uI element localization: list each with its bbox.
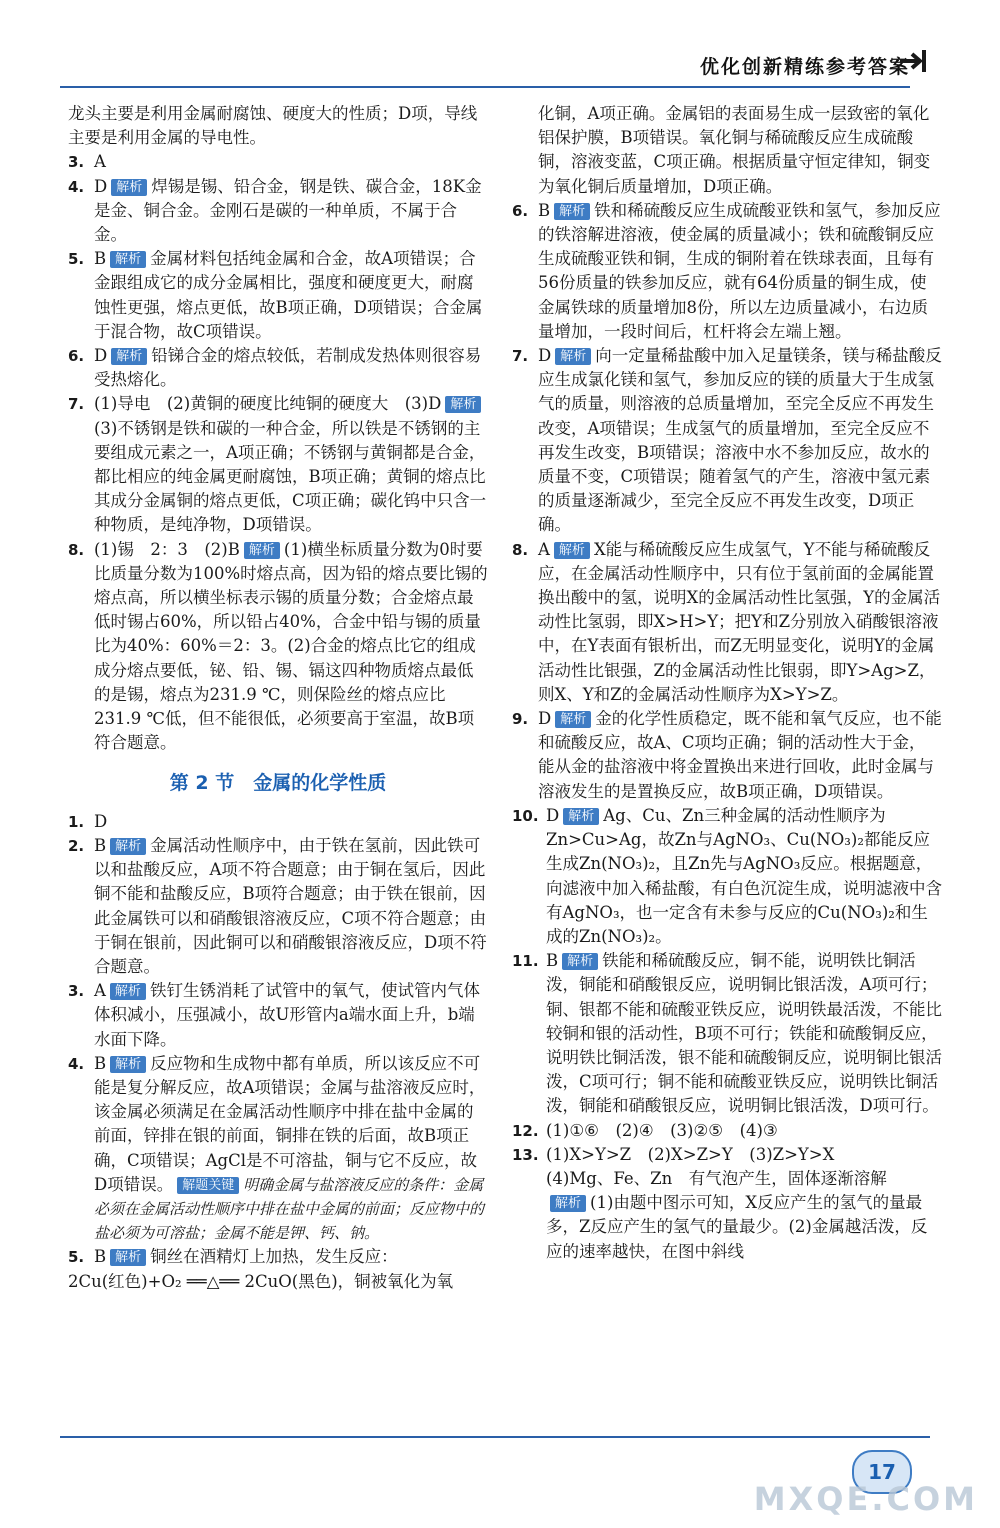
analysis-tag: 解析 <box>111 348 147 365</box>
item-number: 1. <box>68 812 85 831</box>
answer-item <box>512 707 942 804</box>
answer: D <box>94 176 108 196</box>
analysis-text: 金属活动性顺序中，由于铁在氢前，因此铁可以和盐酸反应，A项不符合题意；由于铜在氢后，因此铜不能和盐酸反应，B项符合题意；由于铁在银前，因此金属铁可以和硝酸银溶液反应，C项不符合题意；由于铜在银前，因此铜可以和硝酸银溶液反应，D项不符合题意。 <box>94 835 487 976</box>
analysis-text: X能与稀硫酸反应生成氢气，Y不能与稀硫酸反应，在金属活动性顺序中，只有位于氢前面的金属能置换出酸中的氢，说明X的金属活动性比氢强，Y的金属活动性比氢弱，即X>H>Y；把Y和Z分别放入硝酸银溶液中，在Y表面有银析出，而Z无明显变化，说明Y的金属活动性比银强，Z的金属活动性比银弱，即Y>Ag>Z，则X、Y和Z的金属活动性顺序为X>Y>Z。 <box>538 539 941 704</box>
item-number: 8. <box>512 540 529 559</box>
analysis-tag: 解析 <box>110 1056 146 1073</box>
analysis-text: 铁能和稀硫酸反应，铜不能，说明铁比铜活泼，铜能和硝酸银反应，说明铜比银活泼，A项可行；铜、银都不能和硫酸亚铁反应，说明铁最活泼，不能比较铜和银的活动性，B项不可行；铁能和硫酸铜反应，说明铁比铜活泼，银不能和硫酸铜反应，说明铜比银活泼，C项可行；铜不能和硫酸亚铁反应，说明铁比铜活泼，铜能和硝酸银反应，说明铜比银活泼，D项可行。 <box>546 951 942 1116</box>
footer-rule <box>60 1436 930 1438</box>
analysis-tag: 解析 <box>110 1249 146 1266</box>
analysis-text: (3)不锈钢是铁和碳的一种合金，所以铁是不锈钢的主要组成元素之一，A项正确；不锈钢与黄铜都是合金，都比相应的纯金属更耐腐蚀，B项正确；黄铜的熔点比其成分金属铜的熔点更低，C项正确；碳化钨中只含一种物质，是纯净物，D项错误。 <box>94 418 487 535</box>
analysis-tag: 解析 <box>554 203 590 220</box>
analysis-text: 金属材料包括纯金属和合金，故A项错误；合金跟组成它的成分金属相比，强度和硬度更大，耐腐蚀性更强，熔点更低，故B项正确，D项错误；合金属于混合物，故C项错误。 <box>94 249 483 341</box>
answer: (1)锡 2：3 (2)B <box>94 539 240 559</box>
analysis-text: (1)横坐标质量分数为0时要比质量分数为100%时熔点高，因为铅的熔点要比锡的熔点高，所以横坐标表示锡的质量分数；合金熔点最低时锡占60%，所以铅占40%，合金中铅与锡的质量比为40%：60%＝2：3。(2)合金的熔点比它的组成成分熔点要低，铋、铅、锡、镉这四种物质熔点最低的是锡，熔点为231.9 ℃，则保险丝的熔点应比231.9 ℃低，但不能很低，必须要高于室温，故B项符合题意。 <box>94 539 488 753</box>
watermark: MXQE.COM <box>753 1480 978 1518</box>
header-title: 优化创新精练参考答案 <box>699 56 910 78</box>
item-number: 7. <box>512 347 529 366</box>
item-number: 10. <box>512 806 539 825</box>
header-rule <box>60 86 910 88</box>
answer: A <box>538 539 550 559</box>
analysis-text: 向一定量稀盐酸中加入足量镁条，镁与稀盐酸反应生成氯化镁和氢气，参加反应的镁的质量大于生成氢气的质量，则溶液的总质量增加，至完全反应不再发生改变，A项错误；生成氢气的质量增加，至完全反应不再发生改变，B项错误；溶液中水不参加反应，故水的质量不变，C项错误；随着氢气的产生，溶液中氢元素的质量逐渐减少，至完全反应不再发生改变，D项正确。 <box>538 346 942 535</box>
analysis-text: 反应物和生成物中都有单质，所以该反应不可能是复分解反应，故A项错误；金属与盐溶液反应时，该金属必须满足在金属活动性顺序中排在盐中金属的前面，锌排在银的前面，铜排在铁的后面，故B项正确，C项错误；AgCl是不可溶盐，铜与它不反应，故D项错误。 <box>94 1053 486 1194</box>
item-number: 5. <box>68 1248 85 1267</box>
key-point-tag: 解题关键 <box>177 1177 239 1194</box>
section-title: 第 2 节 金属的化学性质 <box>169 772 387 795</box>
answer-item <box>512 804 942 949</box>
item-number: 3. <box>68 153 85 172</box>
answer-item <box>512 1119 942 1143</box>
key-point-text: 明确金属与盐溶液反应的条件：金属必须在金属活动性顺序中排在盐中金属的前面；反应物中的盐必须为可溶盐；金属不能是钾、钙、钠。 <box>94 1175 485 1243</box>
answer: (1)X>Y>Z (2)X>Z>Y (3)Z>Y>X <box>546 1144 835 1164</box>
chemical-equation: 2Cu(红色)+O₂ ══△══ 2CuO(黑色)，铜被氧化为氧 <box>68 1271 454 1291</box>
item-number: 4. <box>68 177 85 196</box>
item-number: 6. <box>512 201 529 220</box>
answer-part: (4)Mg、Fe、Zn 有气泡产生，固体逐渐溶解 <box>546 1168 887 1188</box>
analysis-tag: 解析 <box>110 838 146 855</box>
left-column <box>68 102 488 1294</box>
page-header <box>0 0 1000 92</box>
analysis-tag: 解析 <box>111 179 147 196</box>
answer-item <box>68 175 488 248</box>
answer-item <box>512 1143 942 1264</box>
item-number: 13. <box>512 1145 539 1164</box>
analysis-text: Ag、Cu、Zn三种金属的活动性顺序为Zn>Cu>Ag，故Zn与AgNO₃、Cu(NO₃)₂都能反应生成Zn(NO₃)₂，且Zn先与AgNO₃反应。根据题意，向滤液中加入稀盐酸，有白色沉淀生成，说明滤液中含有AgNO₃，也一定含有未参与反应的Cu(NO₃)₂和生成的Zn(NO₃)₂。 <box>546 805 942 946</box>
item-number: 4. <box>68 1054 85 1073</box>
answer-item <box>68 392 488 537</box>
answer-item <box>512 949 942 1118</box>
answer: (1)导电 (2)黄铜的硬度比纯铜的硬度大 (3)D <box>94 394 442 414</box>
answer: D <box>538 346 552 366</box>
answer: A <box>94 152 106 172</box>
answer-item <box>68 979 488 1052</box>
analysis-text: 铅锑合金的熔点较低，若制成发热体则很容易受热熔化。 <box>94 346 482 390</box>
answer: D <box>94 346 108 366</box>
answer-item <box>68 834 488 979</box>
answer-item <box>68 1052 488 1246</box>
analysis-tag: 解析 <box>554 542 590 559</box>
analysis-text: 铁钉生锈消耗了试管中的氧气，使试管内气体体积减小，压强减小，故U形管内a端水面上升，b端水面下降。 <box>94 981 480 1049</box>
answer: (1)①⑥ (2)④ (3)②⑤ (4)③ <box>546 1120 778 1140</box>
right-column <box>512 102 942 1264</box>
answer: D <box>538 709 552 729</box>
item-number: 6. <box>68 347 85 366</box>
analysis-text: 焊锡是锡、铅合金，钢是铁、碳合金，18K金是金、铜合金。金刚石是碳的一种单质，不属于合金。 <box>94 176 482 245</box>
answer: B <box>94 1247 107 1267</box>
item-number: 9. <box>512 710 529 729</box>
item-number: 3. <box>68 982 85 1001</box>
analysis-tag: 解析 <box>110 251 146 268</box>
answer: B <box>94 249 107 269</box>
item-number: 8. <box>68 540 85 559</box>
analysis-tag: 解析 <box>555 711 591 728</box>
answer: D <box>94 811 108 831</box>
analysis-text: (1)由题中图示可知，X反应产生的氢气的量最多，Z反应产生的氢气的量最少。(2)金属越活泼，反应的速率越快，在图中斜线 <box>546 1193 928 1261</box>
analysis-text: 铁和稀硫酸反应生成硫酸亚铁和氢气，参加反应的铁溶解进溶液，使金属的质量减小；铁和硫酸铜反应生成硫酸亚铁和铜，生成的铜附着在铁球表面，且每有56份质量的铁参加反应，就有64份质量的铜生成，使金属铁球的质量增加8份，所以左边质量减小，右边质量增加，一段时间后，杠杆将会左端上翘。 <box>538 200 941 341</box>
intro-text: 龙头主要是利用金属耐腐蚀、硬度大的性质；D项，导线主要是利用金属的导电性。 <box>68 104 478 148</box>
answer-item <box>68 344 488 392</box>
page-number: 17 <box>852 1450 912 1494</box>
answer-item <box>512 538 942 707</box>
arrow-logo-icon <box>896 44 930 78</box>
answer-item <box>68 150 488 174</box>
item-number: 7. <box>68 395 85 414</box>
answer-item <box>512 344 942 538</box>
answer-item <box>68 810 488 834</box>
answer-item <box>512 199 942 344</box>
analysis-tag: 解析 <box>562 953 598 970</box>
answer-item <box>68 1245 488 1269</box>
analysis-text: 铜丝在酒精灯上加热，发生反应： <box>150 1247 398 1267</box>
analysis-tag: 解析 <box>244 542 280 559</box>
answer-item <box>68 247 488 344</box>
answer: D <box>546 805 560 825</box>
analysis-tag: 解析 <box>555 348 591 365</box>
answer: B <box>94 1053 107 1073</box>
answer: B <box>94 835 107 855</box>
item-number: 2. <box>68 836 85 855</box>
answer: B <box>546 951 559 971</box>
continued-text: 化铜，A项正确。金属铝的表面易生成一层致密的氧化铝保护膜，B项错误。氧化铜与稀硫酸反应生成硫酸铜，溶液变蓝，C项正确。根据质量守恒定律知，铜变为氧化铜后质量增加，D项正确。 <box>538 104 931 196</box>
answer: A <box>94 981 106 1001</box>
item-number: 11. <box>512 952 539 971</box>
analysis-tag: 解析 <box>110 983 146 1000</box>
answer-item <box>68 538 488 756</box>
item-number: 12. <box>512 1121 539 1140</box>
analysis-tag: 解析 <box>550 1195 586 1212</box>
analysis-tag: 解析 <box>563 808 599 825</box>
analysis-tag: 解析 <box>445 396 481 413</box>
item-number: 5. <box>68 250 85 269</box>
answer: B <box>538 200 551 220</box>
analysis-text: 金的化学性质稳定，既不能和氧气反应，也不能和硫酸反应，故A、C项均正确；铜的活动性大于金，能从金的盐溶液中将金置换出来进行回收，此时金属与溶液发生的是置换反应，故B项正确，D项错误。 <box>538 709 942 801</box>
